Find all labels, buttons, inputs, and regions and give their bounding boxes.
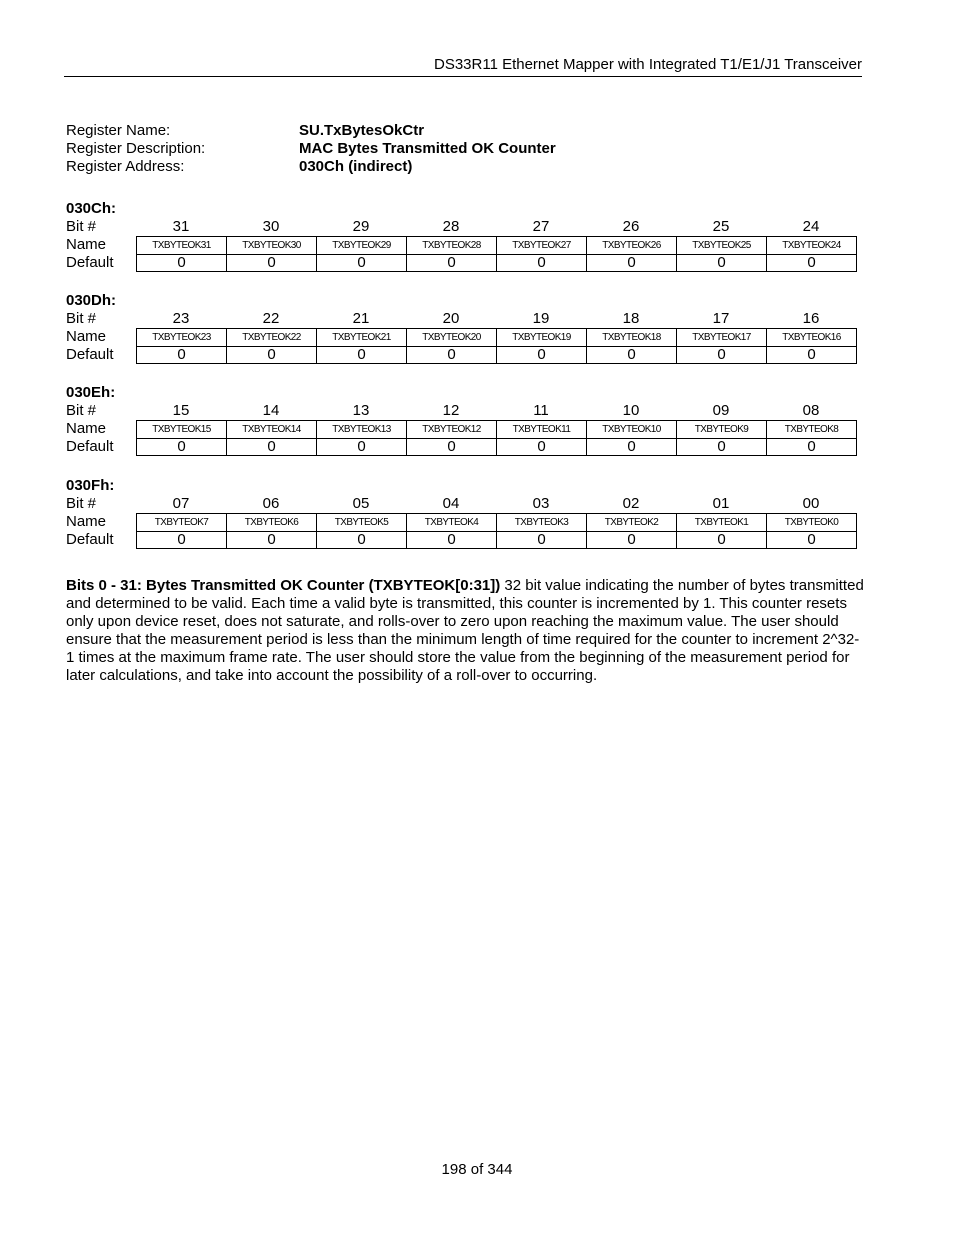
bit-default-label: Default — [66, 254, 114, 271]
bit-number: 13 — [352, 402, 370, 419]
bit-default-cell: 0 — [137, 346, 227, 363]
bit-number: 18 — [622, 310, 640, 327]
bit-default-label: Default — [66, 346, 114, 363]
bit-name-cell: TXBYTEOK11 — [497, 421, 587, 438]
bit-default-cell: 0 — [587, 254, 677, 271]
register-block-address: 030Dh: — [66, 292, 117, 309]
bit-number: 01 — [712, 495, 730, 512]
bit-name-cell: TXBYTEOK5 — [317, 514, 407, 531]
bit-name-label: Name — [66, 420, 107, 437]
register-address-row — [66, 158, 556, 176]
bit-default-cell: 0 — [317, 346, 407, 363]
bit-name-cell: TXBYTEOK28 — [407, 237, 497, 254]
bit-number-label: Bit # — [66, 310, 97, 327]
page-number: 198 of 344 — [441, 1161, 513, 1178]
bit-number: 22 — [262, 310, 280, 327]
bit-default-cell: 0 — [137, 438, 227, 455]
bit-default-cell: 0 — [317, 438, 407, 455]
bit-number: 11 — [533, 402, 549, 419]
bit-name-cell: TXBYTEOK25 — [677, 237, 767, 254]
bit-default-cell: 0 — [407, 346, 497, 363]
bit-number-row — [66, 402, 857, 420]
bit-number: 31 — [172, 218, 190, 235]
bit-default-cell: 0 — [807, 531, 816, 548]
bit-name-cells — [136, 236, 857, 255]
register-block — [66, 200, 857, 272]
bit-name-cell: TXBYTEOK13 — [317, 421, 407, 438]
bit-name-row — [66, 513, 857, 531]
bit-name-cell: TXBYTEOK19 — [497, 329, 587, 346]
bit-number: 21 — [352, 310, 370, 327]
bit-default-cell: 0 — [587, 346, 677, 363]
bit-name-cell: TXBYTEOK31 — [137, 237, 227, 254]
bit-number: 10 — [622, 402, 640, 419]
bit-default-cells — [136, 254, 857, 272]
bit-name-cell: TXBYTEOK7 — [137, 514, 227, 531]
bit-number: 03 — [532, 495, 550, 512]
bit-name-cell: TXBYTEOK20 — [407, 329, 497, 346]
bit-default-label: Default — [66, 531, 114, 548]
bit-number: 19 — [532, 310, 550, 327]
bit-number: 26 — [622, 218, 640, 235]
register-block — [66, 384, 857, 456]
register-block-address: 030Ch: — [66, 200, 117, 217]
bit-number: 02 — [622, 495, 640, 512]
bit-number-label: Bit # — [66, 402, 97, 419]
bit-number: 23 — [172, 310, 190, 327]
document-header-title: DS33R11 Ethernet Mapper with Integrated T1/E1/J1 Transceiver — [433, 56, 862, 73]
bit-default-cell: 0 — [677, 254, 767, 271]
bit-default-cell: 0 — [587, 438, 677, 455]
bit-number: 04 — [442, 495, 460, 512]
bit-default-cells — [136, 531, 857, 549]
bit-number: 07 — [172, 495, 190, 512]
bit-name-cell: TXBYTEOK9 — [677, 421, 767, 438]
bit-default-cell: 0 — [677, 346, 767, 363]
bit-name-cell: TXBYTEOK22 — [227, 329, 317, 346]
register-block-address: 030Eh: — [66, 384, 116, 401]
bit-number-label: Bit # — [66, 495, 97, 512]
register-name-value: SU.TxBytesOkCtr — [299, 122, 425, 139]
bit-default-cell: 0 — [807, 346, 816, 363]
bit-name-cells — [136, 328, 857, 347]
bit-default-cells — [136, 346, 857, 364]
bit-number: 14 — [262, 402, 280, 419]
bit-name-row — [66, 328, 857, 346]
bit-name-cell: TXBYTEOK1 — [677, 514, 767, 531]
register-info — [66, 122, 556, 176]
bit-number: 15 — [172, 402, 190, 419]
bit-default-cell: 0 — [587, 531, 677, 548]
bit-number: 12 — [442, 402, 460, 419]
bit-description — [66, 577, 866, 685]
bit-name-cell: TXBYTEOK8 — [784, 423, 839, 435]
bit-default-cells — [136, 438, 857, 456]
bit-default-cell: 0 — [407, 531, 497, 548]
register-block — [66, 477, 857, 549]
bit-name-cell: TXBYTEOK24 — [782, 239, 841, 251]
bit-number: 25 — [712, 218, 730, 235]
register-description-label: Register Description: — [66, 140, 206, 157]
bit-default-row — [66, 438, 857, 456]
bit-number-row — [66, 218, 857, 236]
bit-number-row — [66, 495, 857, 513]
bit-number: 27 — [532, 218, 550, 235]
bit-name-cell: TXBYTEOK17 — [677, 329, 767, 346]
bit-name-label: Name — [66, 513, 107, 530]
bit-number: 05 — [352, 495, 370, 512]
bit-number: 20 — [442, 310, 460, 327]
bit-number: 09 — [712, 402, 730, 419]
bit-default-cell: 0 — [677, 438, 767, 455]
bit-default-cell: 0 — [227, 531, 317, 548]
bit-default-cell: 0 — [227, 346, 317, 363]
bit-default-row — [66, 254, 857, 272]
register-block-address: 030Fh: — [66, 477, 115, 494]
register-address-value: 030Ch (indirect) — [299, 158, 413, 175]
bit-default-cell: 0 — [497, 438, 587, 455]
bit-default-cell: 0 — [497, 346, 587, 363]
bit-default-cell: 0 — [227, 254, 317, 271]
bit-default-label: Default — [66, 438, 114, 455]
bit-number-label: Bit # — [66, 218, 97, 235]
bit-name-label: Name — [66, 236, 107, 253]
bit-name-cell: TXBYTEOK15 — [137, 421, 227, 438]
bit-name-cell: TXBYTEOK3 — [497, 514, 587, 531]
bit-name-cell: TXBYTEOK30 — [227, 237, 317, 254]
register-name-label: Register Name: — [66, 122, 171, 139]
bit-default-cell: 0 — [227, 438, 317, 455]
bit-name-cell: TXBYTEOK23 — [137, 329, 227, 346]
bit-name-cell: TXBYTEOK18 — [587, 329, 677, 346]
header-rule — [64, 76, 862, 77]
bit-number: 17 — [712, 310, 730, 327]
bit-name-cell: TXBYTEOK27 — [497, 237, 587, 254]
bit-default-cell: 0 — [317, 531, 407, 548]
register-description-row — [66, 140, 556, 158]
bit-description-heading: Bits 0 - 31: Bytes Transmitted OK Counter (TXBYTEOK[0:31]) — [66, 577, 501, 594]
bit-default-cell: 0 — [497, 531, 587, 548]
bit-default-cell: 0 — [807, 254, 816, 271]
bit-number-row — [66, 310, 857, 328]
bit-name-cell: TXBYTEOK2 — [587, 514, 677, 531]
bit-default-cell: 0 — [317, 254, 407, 271]
bit-number: 24 — [802, 218, 820, 235]
bit-default-cell: 0 — [807, 438, 816, 455]
bit-default-row — [66, 346, 857, 364]
bit-default-row — [66, 531, 857, 549]
bit-name-cell: TXBYTEOK29 — [317, 237, 407, 254]
register-description-value: MAC Bytes Transmitted OK Counter — [299, 140, 556, 157]
bit-description-body: 32 bit value indicating the number of bytes transmitted and determined to be valid. Each time a valid byte is transmitted, this counter is incremented by 1. This counter resets only upon device reset, does not saturate, and rolls-over to zero upon reaching the maximum value. The user should ensure that the measurement period is less than the minimum length of time required for the counter to increment 2^32-1 times at the maximum frame rate. The user should store the value from the beginning of the measurement period for later calculations, and take into account the possibility of a roll-over to occurring. — [66, 577, 864, 684]
bit-number: 28 — [442, 218, 460, 235]
register-name-row — [66, 122, 556, 140]
bit-default-cell: 0 — [407, 254, 497, 271]
bit-name-cells — [136, 420, 857, 439]
bit-name-cell: TXBYTEOK4 — [407, 514, 497, 531]
bit-name-cell: TXBYTEOK21 — [317, 329, 407, 346]
bit-name-cell: TXBYTEOK6 — [227, 514, 317, 531]
bit-default-cell: 0 — [137, 254, 227, 271]
bit-name-cell: TXBYTEOK14 — [227, 421, 317, 438]
bit-name-label: Name — [66, 328, 107, 345]
bit-number: 00 — [802, 495, 820, 512]
register-block — [66, 292, 857, 364]
bit-number: 29 — [352, 218, 370, 235]
bit-default-cell: 0 — [407, 438, 497, 455]
bit-number: 30 — [262, 218, 280, 235]
bit-name-cell: TXBYTEOK26 — [587, 237, 677, 254]
bit-number: 16 — [802, 310, 820, 327]
bit-name-row — [66, 236, 857, 254]
bit-name-row — [66, 420, 857, 438]
bit-name-cell: TXBYTEOK10 — [587, 421, 677, 438]
bit-name-cell: TXBYTEOK0 — [784, 516, 839, 528]
bit-number: 06 — [262, 495, 280, 512]
bit-number: 08 — [802, 402, 820, 419]
bit-default-cell: 0 — [137, 531, 227, 548]
bit-default-cell: 0 — [677, 531, 767, 548]
register-address-label: Register Address: — [66, 158, 185, 175]
bit-name-cell: TXBYTEOK12 — [407, 421, 497, 438]
bit-default-cell: 0 — [497, 254, 587, 271]
bit-name-cell: TXBYTEOK16 — [782, 331, 841, 343]
bit-name-cells — [136, 513, 857, 532]
